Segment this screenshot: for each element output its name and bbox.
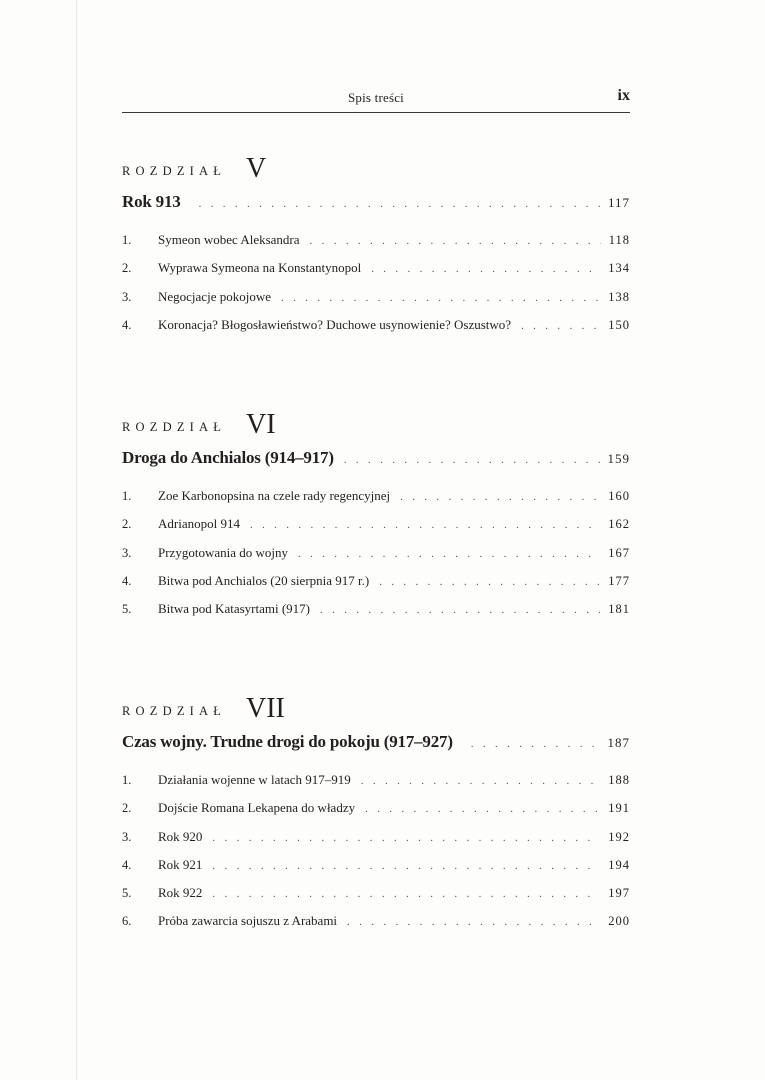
toc-section-entry[interactable]	[122, 857, 630, 885]
chapter-heading	[122, 150, 630, 182]
section-title: Koronacja? Błogosławieństwo? Duchowe usynowienie? Oszustwo?	[158, 316, 512, 332]
page-edge	[76, 0, 77, 1080]
toc-section-entry[interactable]	[122, 913, 630, 941]
header-page-number: ix	[617, 87, 630, 104]
chapter-label: ROZDZIAŁ	[122, 704, 227, 718]
section-title: Rok 921	[158, 856, 203, 872]
section-number: 2.	[122, 261, 132, 276]
dot-leader	[521, 320, 600, 332]
dot-leader	[212, 860, 600, 872]
toc-section-entry[interactable]	[122, 885, 630, 913]
section-number: 2.	[122, 517, 132, 532]
chapter-title: Rok 913	[122, 192, 181, 211]
chapter-numeral: VI	[246, 409, 276, 440]
section-number: 6.	[122, 914, 132, 929]
section-number: 3.	[122, 829, 132, 844]
section-title: Rok 922	[158, 885, 203, 901]
toc-section-entry[interactable]	[122, 573, 630, 601]
section-number: 1.	[122, 489, 132, 503]
chapter-heading	[122, 406, 630, 438]
toc-chapter-entry[interactable]	[122, 732, 630, 758]
section-title: Symeon wobec Aleksandra	[158, 232, 300, 247]
page-number: 160	[608, 489, 630, 503]
chapter-label: ROZDZIAŁ	[122, 164, 227, 178]
page-number: 197	[608, 886, 630, 901]
toc-section-entry[interactable]	[122, 545, 630, 573]
section-number: 4.	[122, 317, 132, 332]
toc-section-entry[interactable]	[122, 800, 630, 828]
header-title: Spis treści	[347, 90, 404, 105]
chapter-title: Droga do Anchialos (914–917)	[122, 448, 334, 467]
section-list	[122, 488, 630, 629]
chapter-v	[122, 150, 630, 345]
dot-leader	[347, 916, 600, 928]
section-title: Próba zawarcia sojuszu z Arabami	[158, 913, 338, 929]
toc-section-entry[interactable]	[122, 772, 630, 800]
chapter-numeral: V	[246, 153, 267, 184]
page-number: 162	[608, 517, 630, 532]
dot-leader	[310, 235, 601, 247]
section-list	[122, 232, 630, 345]
section-number: 5.	[122, 602, 132, 617]
section-number: 5.	[122, 886, 132, 901]
toc-section-entry[interactable]	[122, 829, 630, 857]
toc-section-entry[interactable]	[122, 488, 630, 516]
page-number: 118	[608, 233, 630, 247]
page-number: 134	[608, 261, 630, 276]
toc-chapter-entry[interactable]	[122, 448, 630, 474]
page-number: 181	[608, 602, 630, 617]
toc-section-entry[interactable]	[122, 260, 630, 288]
page-number: 138	[608, 289, 630, 304]
page-number: 177	[608, 573, 630, 588]
toc-section-entry[interactable]	[122, 232, 630, 260]
section-title: Działania wojenne w latach 917–919	[158, 772, 351, 787]
dot-leader	[344, 454, 600, 466]
section-number: 3.	[122, 545, 132, 560]
chapter-label: ROZDZIAŁ	[122, 420, 227, 434]
toc-section-entry[interactable]	[122, 289, 630, 317]
chapter-vii	[122, 690, 630, 942]
page-number: 167	[608, 545, 630, 560]
toc-section-entry[interactable]	[122, 516, 630, 544]
dot-leader	[365, 803, 600, 815]
page-number: 191	[608, 801, 630, 816]
page-number: 150	[608, 317, 630, 332]
section-number: 1.	[122, 233, 132, 247]
dot-leader	[471, 738, 600, 750]
toc-section-entry[interactable]	[122, 317, 630, 345]
section-title: Wyprawa Symeona na Konstantynopol	[158, 260, 362, 276]
page-number: 117	[607, 195, 630, 210]
chapter-numeral: VII	[246, 693, 285, 724]
dot-leader	[281, 292, 600, 304]
section-title: Zoe Karbonopsina na czele rady regencyjnej	[158, 488, 391, 503]
section-number: 1.	[122, 773, 132, 787]
dot-leader	[212, 888, 600, 900]
chapter-heading	[122, 690, 630, 722]
toc-chapter-entry[interactable]	[122, 192, 630, 218]
dot-leader	[320, 604, 600, 616]
dot-leader	[298, 548, 600, 560]
section-title: Rok 920	[158, 828, 203, 844]
page-number: 200	[608, 914, 630, 929]
section-title: Dojście Romana Lekapena do władzy	[158, 800, 356, 816]
dot-leader	[250, 519, 600, 531]
section-title: Negocjacje pokojowe	[158, 288, 271, 304]
page-number: 194	[608, 857, 630, 872]
toc-section-entry[interactable]	[122, 601, 630, 629]
section-number: 2.	[122, 801, 132, 816]
section-title: Bitwa pod Anchialos (20 sierpnia 917 r.)	[158, 572, 370, 588]
section-number: 3.	[122, 289, 132, 304]
dot-leader	[379, 576, 600, 588]
running-header	[122, 78, 630, 113]
page-number: 188	[608, 773, 630, 787]
dot-leader	[361, 775, 600, 787]
section-title: Adrianopol 914	[158, 516, 240, 532]
section-number: 4.	[122, 857, 132, 872]
dot-leader	[400, 491, 600, 503]
section-list	[122, 772, 630, 942]
dot-leader	[212, 832, 600, 844]
page-number: 192	[608, 829, 630, 844]
page-number: 187	[607, 735, 630, 750]
section-title: Przygotowania do wojny	[158, 544, 288, 560]
chapter-vi	[122, 406, 630, 629]
chapter-title: Czas wojny. Trudne drogi do pokoju (917–927)	[122, 732, 453, 751]
page-number: 159	[607, 451, 630, 466]
dot-leader	[371, 263, 600, 275]
section-title: Bitwa pod Katasyrtami (917)	[158, 601, 310, 617]
section-number: 4.	[122, 573, 132, 588]
dot-leader	[199, 198, 600, 210]
